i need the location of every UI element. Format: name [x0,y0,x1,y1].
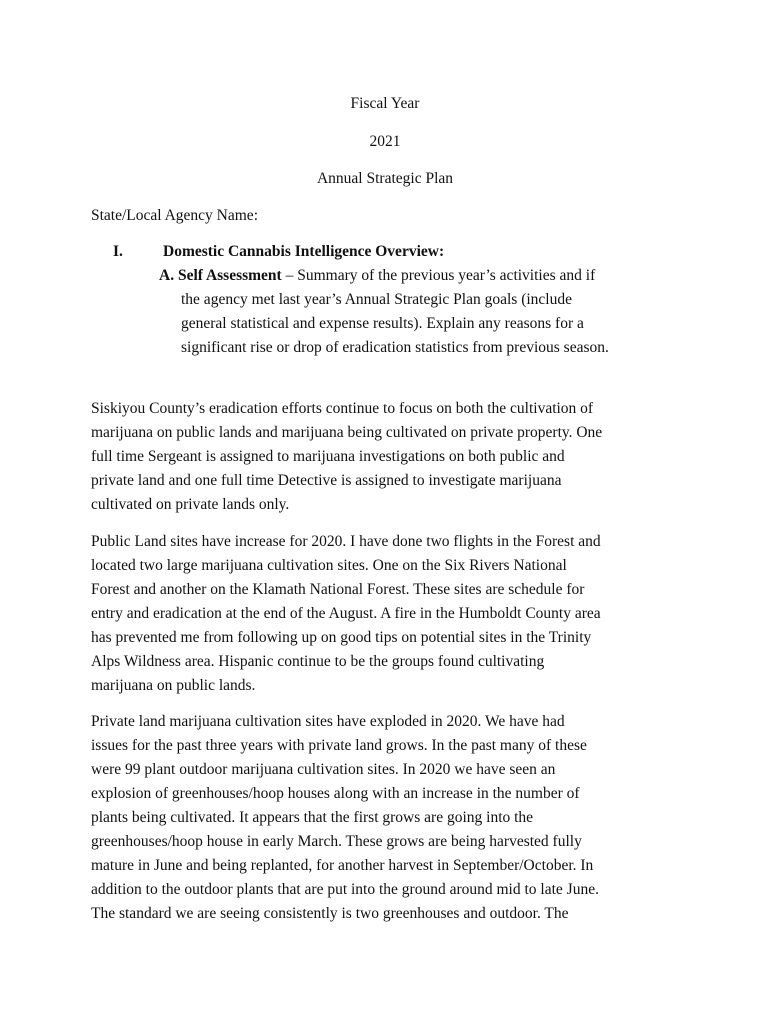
paragraph-line: private land and one full time Detective is assigned to investigate marijuana [91,472,562,489]
section-numeral: I. [113,243,123,260]
paragraph-line: Siskiyou County’s eradication efforts continue to focus on both the cultivation of [91,400,594,417]
paragraph-line: The standard we are seeing consistently is two greenhouses and outdoor. The [91,905,569,922]
paragraph-line: marijuana on public lands and marijuana being cultivated on private property. One [91,424,603,441]
paragraph-line: issues for the past three years with private land grows. In the past many of these [91,737,587,754]
subsection-line: general statistical and expense results). Explain any reasons for a [181,315,584,332]
paragraph-line: located two large marijuana cultivation sites. One on the Six Rivers National [91,557,567,574]
subsection-line: the agency met last year’s Annual Strategic Plan goals (include [181,291,572,308]
paragraph-line: greenhouses/hoop house in early March. These grows are being harvested fully [91,833,582,850]
paragraph-line: plants being cultivated. It appears that the first grows are going into the [91,809,534,826]
agency-name-label: State/Local Agency Name: [91,207,258,224]
header-plan-title: Annual Strategic Plan [316,170,454,187]
subsection-line: significant rise or drop of eradication statistics from previous season. [181,339,609,356]
paragraph-line: Private land marijuana cultivation sites have exploded in 2020. We have had [91,713,565,730]
subsection-first-line: A. Self Assessment – Summary of the previous year’s activities and if [159,267,596,284]
paragraph-line: Forest and another on the Klamath National Forest. These sites are schedule for [91,581,585,598]
paragraph-line: were 99 plant outdoor marijuana cultivation sites. In 2020 we have seen an [91,761,556,778]
paragraph-line: mature in June and being replanted, for another harvest in September/October. In [91,857,594,874]
paragraph-line: entry and eradication at the end of the August. A fire in the Humboldt County area [91,605,601,622]
paragraph-line: Alps Wildness area. Hispanic continue to be the groups found cultivating [91,653,545,670]
section-title: Domestic Cannabis Intelligence Overview: [163,243,445,260]
paragraph-line: addition to the outdoor plants that are put into the ground around mid to late June. [91,881,599,898]
paragraph-line: explosion of greenhouses/hoop houses along with an increase in the number of [91,785,580,802]
header-year: 2021 [369,133,401,150]
paragraph-line: has prevented me from following up on good tips on potential sites in the Trinity [91,629,592,646]
paragraph-line: Public Land sites have increase for 2020. I have done two flights in the Forest and [91,533,601,550]
paragraph-line: marijuana on public lands. [91,677,256,694]
paragraph-line: cultivated on private lands only. [91,496,290,513]
header-fiscal-year: Fiscal Year [350,95,420,112]
paragraph-line: full time Sergeant is assigned to marijuana investigations on both public and [91,448,565,465]
